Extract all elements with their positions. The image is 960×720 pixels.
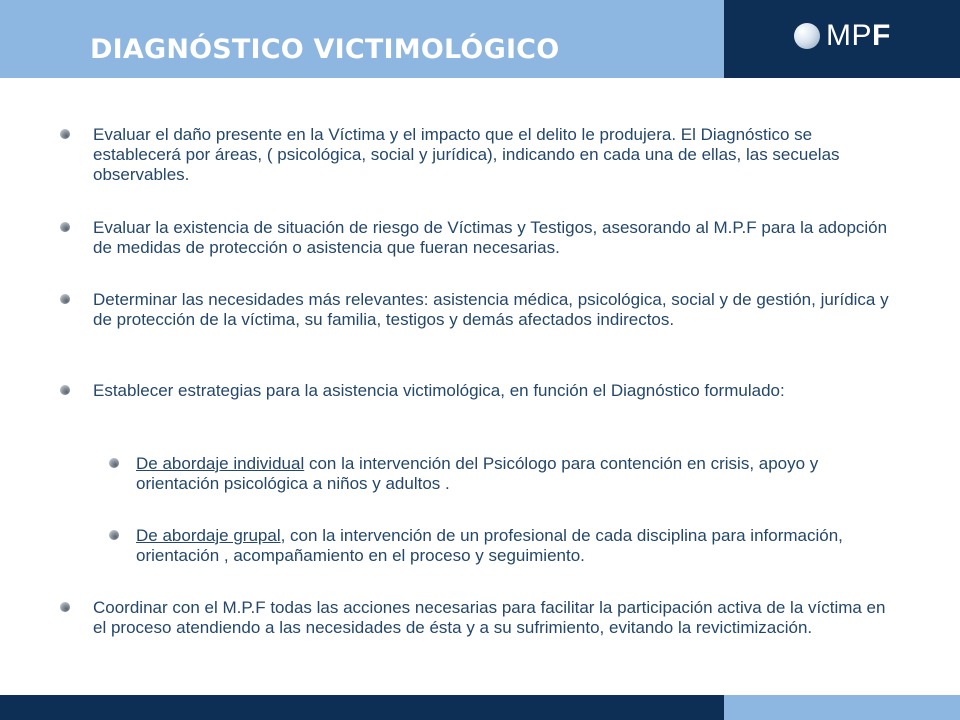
slide-title: DIAGNÓSTICO VICTIMOLÓGICO (90, 34, 560, 65)
bullet-dot-icon (60, 602, 70, 612)
bullet-dot-icon (60, 294, 70, 304)
bullet-dot-icon (60, 222, 70, 232)
bullet-item-1 (93, 125, 893, 185)
bullet-item-3 (93, 290, 893, 330)
logo-text-f: F (872, 19, 891, 52)
bullet-item-4 (93, 381, 893, 401)
bullet-dot-icon (60, 385, 70, 395)
footer-band (0, 695, 724, 720)
bullet-item-5 (93, 598, 893, 638)
sub-bullet-item-1 (136, 454, 906, 494)
logo-text-mp: MP (826, 19, 872, 52)
bullet-dot-icon (109, 530, 119, 540)
bullet-text: Coordinar con el M.P.F todas las acciones necesarias para facilitar la participación activa de la víctima en el proceso atendiendo a las necesidades de ésta y a su sufrimiento, evitando la revictimización. (93, 598, 886, 637)
sub-bullet-underlined: De abordaje grupal (136, 526, 281, 545)
sub-bullet-item-2 (136, 526, 906, 566)
bullet-dot-icon (109, 458, 119, 468)
bullet-item-2 (93, 218, 893, 258)
bullet-text: Evaluar la existencia de situación de riesgo de Víctimas y Testigos, asesorando al M.P.F para la adopción de medidas de protección o asistencia que fueran necesarias. (93, 218, 888, 257)
sub-bullet-text: , con la intervención de un profesional de cada disciplina para información, orientación , acompañamiento en el proceso y seguimiento. (136, 526, 843, 565)
bullet-text: Determinar las necesidades más relevantes: asistencia médica, psicológica, social y de gestión, jurídica y de protección de la víctima, su familia, testigos y demás afectados indirectos. (93, 290, 889, 329)
sub-bullet-underlined: De abordaje individual (136, 454, 305, 473)
sub-bullet-text: con la intervención del Psicólogo para contención en crisis, apoyo y orientación psicológica a niños y adultos . (136, 454, 819, 493)
bullet-text: Evaluar el daño presente en la Víctima y el impacto que el delito le produjera. El Diagnóstico se establecerá por áreas, ( psicológica, social y jurídica), indicando en cada una de ellas, las secuelas observables. (93, 125, 840, 184)
bullet-text: Establecer estrategias para la asistencia victimológica, en función el Diagnóstico formulado: (93, 381, 785, 400)
bullet-dot-icon (60, 129, 70, 139)
footer-right-band (724, 695, 960, 720)
